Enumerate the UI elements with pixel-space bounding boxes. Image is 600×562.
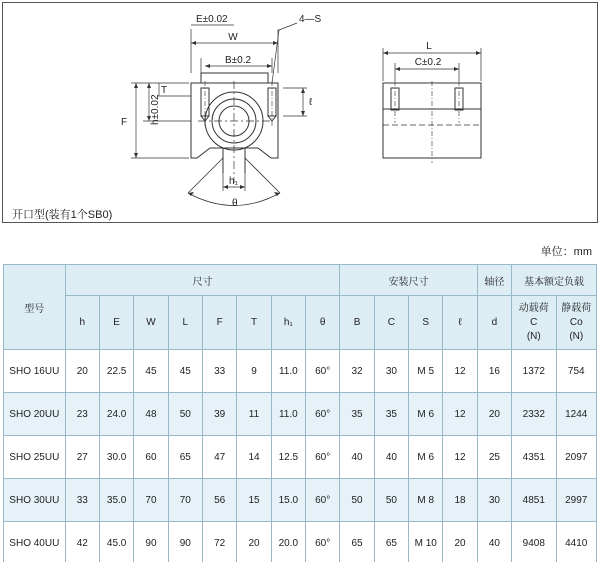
dim-theta: θ	[232, 198, 238, 209]
cell-Cd: 4351	[512, 436, 556, 479]
side-view	[383, 81, 481, 163]
cell-C: 30	[374, 350, 408, 393]
cell-Co: 754	[556, 350, 596, 393]
cell-S: M 10	[409, 522, 443, 562]
technical-drawing	[2, 2, 598, 223]
dynamic-load-label: 动载荷	[518, 302, 549, 314]
dim-W: W	[228, 32, 238, 43]
static-load-unit: (N)	[569, 330, 584, 342]
col-F: F	[202, 296, 236, 350]
col-h: h	[65, 296, 99, 350]
cell-h: 20	[65, 350, 99, 393]
header-load: 基本额定负载	[512, 265, 597, 296]
drawing-svg	[3, 3, 599, 224]
col-theta: θ	[306, 296, 340, 350]
cell-model: SHO 20UU	[4, 393, 66, 436]
dim-S: 4—S	[299, 14, 322, 25]
drawing-caption: 开口型(装有1个SB0)	[12, 209, 113, 221]
cell-B: 35	[340, 393, 374, 436]
cell-C: 35	[374, 393, 408, 436]
dim-L: L	[426, 41, 432, 52]
dim-h1: h₁	[229, 176, 238, 187]
dim-E: E±0.02	[196, 14, 228, 25]
cell-F: 56	[202, 479, 236, 522]
cell-S: M 6	[409, 436, 443, 479]
cell-theta: 60°	[306, 393, 340, 436]
cell-d: 16	[477, 350, 511, 393]
cell-h1: 20.0	[271, 522, 305, 562]
cell-B: 65	[340, 522, 374, 562]
cell-Cd: 2332	[512, 393, 556, 436]
cell-l: 18	[443, 479, 477, 522]
cell-F: 33	[202, 350, 236, 393]
col-S: S	[409, 296, 443, 350]
dynamic-load-unit: (N)	[526, 330, 541, 342]
cell-l: 12	[443, 393, 477, 436]
cell-l: 20	[443, 522, 477, 562]
cell-h1: 15.0	[271, 479, 305, 522]
table-row	[4, 479, 597, 522]
table-row	[4, 393, 597, 436]
dim-l: ℓ	[309, 97, 313, 108]
col-d: d	[477, 296, 511, 350]
cell-Cd: 1372	[512, 350, 556, 393]
col-L: L	[168, 296, 202, 350]
cell-T: 11	[237, 393, 271, 436]
col-dynamic-load	[512, 296, 556, 350]
cell-F: 72	[202, 522, 236, 562]
cell-Cd: 9408	[512, 522, 556, 562]
cell-h: 33	[65, 479, 99, 522]
table-row	[4, 522, 597, 562]
cell-d: 25	[477, 436, 511, 479]
col-E: E	[99, 296, 133, 350]
cell-model: SHO 40UU	[4, 522, 66, 562]
cell-d: 20	[477, 393, 511, 436]
col-l: ℓ	[443, 296, 477, 350]
unit-note: 单位：mm	[540, 246, 592, 258]
col-B: B	[340, 296, 374, 350]
cell-Co: 2097	[556, 436, 596, 479]
cell-B: 50	[340, 479, 374, 522]
spec-table	[3, 264, 597, 562]
cell-h1: 11.0	[271, 350, 305, 393]
cell-F: 39	[202, 393, 236, 436]
cell-S: M 5	[409, 350, 443, 393]
cell-C: 40	[374, 436, 408, 479]
cell-W: 90	[134, 522, 168, 562]
cell-S: M 8	[409, 479, 443, 522]
cell-d: 30	[477, 479, 511, 522]
cell-F: 47	[202, 436, 236, 479]
cell-S: M 6	[409, 393, 443, 436]
cell-C: 65	[374, 522, 408, 562]
cell-h: 27	[65, 436, 99, 479]
col-W: W	[134, 296, 168, 350]
cell-d: 40	[477, 522, 511, 562]
col-h1: h₁	[271, 296, 305, 350]
header-group-mount: 安装尺寸	[340, 265, 477, 296]
cell-W: 60	[134, 436, 168, 479]
dim-F: F	[121, 117, 128, 128]
cell-B: 32	[340, 350, 374, 393]
cell-h1: 11.0	[271, 393, 305, 436]
col-T: T	[237, 296, 271, 350]
dim-T: T	[161, 85, 168, 96]
cell-E: 45.0	[99, 522, 133, 562]
cell-L: 70	[168, 479, 202, 522]
dim-C: C±0.2	[414, 57, 442, 68]
static-load-symbol: Co	[569, 316, 583, 328]
dynamic-load-symbol: C	[530, 316, 538, 328]
cell-T: 20	[237, 522, 271, 562]
cell-model: SHO 25UU	[4, 436, 66, 479]
cell-E: 30.0	[99, 436, 133, 479]
cell-T: 14	[237, 436, 271, 479]
header-shaft: 轴径	[477, 265, 511, 296]
cell-theta: 60°	[306, 522, 340, 562]
cell-L: 45	[168, 350, 202, 393]
cell-E: 24.0	[99, 393, 133, 436]
cell-theta: 60°	[306, 479, 340, 522]
col-C: C	[374, 296, 408, 350]
static-load-label: 静载荷	[561, 302, 592, 314]
dim-h: h±0.02	[150, 94, 161, 125]
cell-E: 35.0	[99, 479, 133, 522]
cell-L: 50	[168, 393, 202, 436]
cell-E: 22.5	[99, 350, 133, 393]
col-static-load	[556, 296, 596, 350]
cell-h: 23	[65, 393, 99, 436]
header-group-size: 尺寸	[65, 265, 340, 296]
table-row	[4, 436, 597, 479]
cell-Co: 4410	[556, 522, 596, 562]
cell-l: 12	[443, 436, 477, 479]
cell-l: 12	[443, 350, 477, 393]
cell-W: 45	[134, 350, 168, 393]
cell-C: 50	[374, 479, 408, 522]
header-model: 型号	[4, 265, 66, 350]
cell-W: 48	[134, 393, 168, 436]
dim-B: B±0.2	[224, 55, 252, 66]
cell-h1: 12.5	[271, 436, 305, 479]
table-row	[4, 350, 597, 393]
cell-L: 90	[168, 522, 202, 562]
cell-model: SHO 30UU	[4, 479, 66, 522]
cell-Cd: 4851	[512, 479, 556, 522]
cell-theta: 60°	[306, 350, 340, 393]
cell-h: 42	[65, 522, 99, 562]
cell-T: 9	[237, 350, 271, 393]
cell-Co: 1244	[556, 393, 596, 436]
cell-model: SHO 16UU	[4, 350, 66, 393]
cell-T: 15	[237, 479, 271, 522]
spec-table-body	[4, 350, 597, 562]
cell-theta: 60°	[306, 436, 340, 479]
cell-Co: 2997	[556, 479, 596, 522]
cell-L: 65	[168, 436, 202, 479]
cell-W: 70	[134, 479, 168, 522]
cell-B: 40	[340, 436, 374, 479]
